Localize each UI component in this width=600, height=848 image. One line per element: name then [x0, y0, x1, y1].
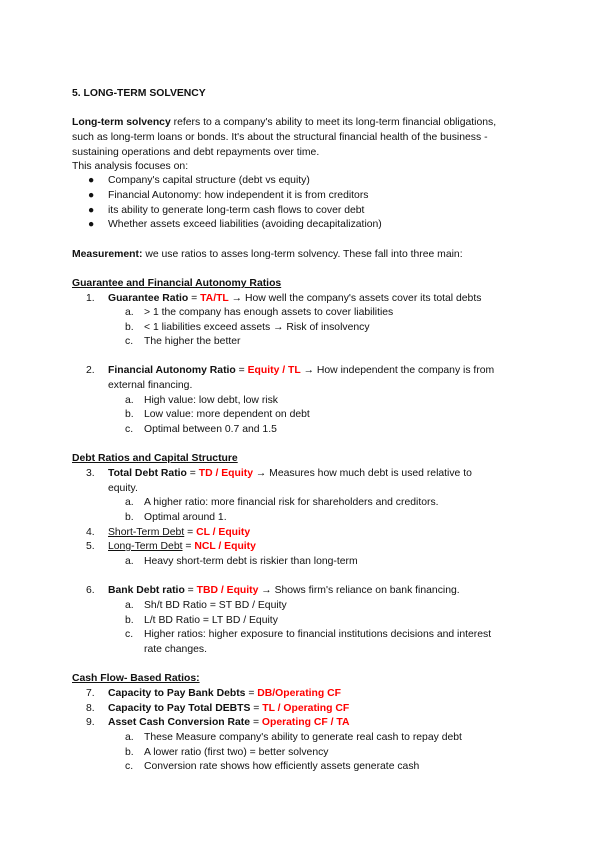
sub-item-continuation: rate changes. — [144, 644, 207, 655]
sub-item: The higher the better — [144, 336, 241, 347]
intro-focus: This analysis focuses on: — [72, 161, 189, 172]
item-guarantee-ratio: Guarantee Ratio = TA/TL → How well the company's assets cover its total debts — [108, 293, 482, 304]
item-number: 3. — [86, 468, 95, 479]
sub-marker: a. — [125, 556, 134, 567]
sub-marker: a. — [125, 732, 134, 743]
sub-item: > 1 the company has enough assets to cover liabilities — [144, 307, 394, 318]
section-heading-debt: Debt Ratios and Capital Structure — [72, 453, 238, 464]
item-number: 6. — [86, 585, 95, 596]
sub-item: Optimal around 1. — [144, 512, 227, 523]
sub-item: Optimal between 0.7 and 1.5 — [144, 424, 277, 435]
item-number: 8. — [86, 703, 95, 714]
intro-bullet: ● Financial Autonomy: how independent it is from creditors — [88, 190, 369, 201]
bullet-dot: ● — [88, 190, 95, 201]
sub-marker: a. — [125, 307, 134, 318]
sub-item: L/t BD Ratio = LT BD / Equity — [144, 615, 278, 626]
sub-item: These Measure company's ability to generate real cash to repay debt — [144, 732, 462, 743]
item-capacity-bank-debts: Capacity to Pay Bank Debts = DB/Operating CF — [108, 688, 341, 699]
intro-line-1 — [72, 116, 496, 130]
section-heading-cashflow: Cash Flow- Based Ratios: — [72, 673, 200, 684]
bullet-dot: ● — [88, 175, 95, 186]
item-capacity-total-debts: Capacity to Pay Total DEBTS = TL / Operating CF — [108, 703, 350, 714]
sub-item: A lower ratio (first two) = better solvency — [144, 747, 329, 758]
measurement-line: Measurement: we use ratios to asses long-term solvency. These fall into three main: — [72, 249, 463, 260]
bullet-dot: ● — [88, 219, 95, 230]
sub-item: Conversion rate shows how efficiently assets generate cash — [144, 761, 420, 772]
item-continuation: equity. — [108, 483, 138, 494]
sub-marker: c. — [125, 336, 134, 347]
sub-marker: b. — [125, 409, 134, 420]
intro-text-1: refers to a company's ability to meet its long-term financial obligations, — [170, 117, 497, 128]
item-total-debt: Total Debt Ratio = TD / Equity → Measures how much debt is used relative to — [108, 468, 472, 479]
item-short-term-debt: Short-Term Debt = CL / Equity — [108, 527, 251, 538]
intro-bullet: ● its ability to generate long-term cash flows to cover debt — [88, 205, 365, 216]
intro-line-3: sustaining operations and debt repayments over time. — [72, 147, 320, 158]
intro-bullet: ● Company's capital structure (debt vs equity) — [88, 175, 310, 186]
intro-bullet: ● Whether assets exceed liabilities (avoiding decapitalization) — [88, 219, 382, 230]
intro-term: Long-term solvency — [72, 117, 171, 128]
sub-marker: a. — [125, 497, 134, 508]
sub-item: High value: low debt, low risk — [144, 395, 278, 406]
sub-item: Heavy short-term debt is riskier than long-term — [144, 556, 358, 567]
sub-marker: b. — [125, 747, 134, 758]
item-number: 4. — [86, 527, 95, 538]
sub-marker: a. — [125, 600, 134, 611]
item-bank-debt: Bank Debt ratio = TBD / Equity → Shows firm's reliance on bank financing. — [108, 585, 460, 596]
sub-marker: b. — [125, 512, 134, 523]
sub-marker: b. — [125, 615, 134, 626]
item-number: 5. — [86, 541, 95, 552]
item-asset-cash-conversion: Asset Cash Conversion Rate = Operating CF / TA — [108, 717, 350, 728]
sub-item: < 1 liabilities exceed assets → Risk of insolvency — [144, 322, 370, 333]
item-continuation: external financing. — [108, 380, 193, 391]
section-heading-guarantee: Guarantee and Financial Autonomy Ratios — [72, 278, 282, 289]
sub-item: A higher ratio: more financial risk for shareholders and creditors. — [144, 497, 439, 508]
intro-line-2: such as long-term loans or bonds. It's about the structural financial health of the business - — [72, 132, 488, 143]
sub-marker: a. — [125, 395, 134, 406]
item-number: 1. — [86, 293, 95, 304]
page-title: 5. LONG-TERM SOLVENCY — [72, 88, 206, 99]
item-number: 9. — [86, 717, 95, 728]
item-number: 7. — [86, 688, 95, 699]
sub-item: Sh/t BD Ratio = ST BD / Equity — [144, 600, 287, 611]
sub-item: Higher ratios: higher exposure to financial institutions decisions and interest — [144, 629, 492, 640]
sub-marker: c. — [125, 761, 134, 772]
bullet-dot: ● — [88, 205, 95, 216]
sub-marker: c. — [125, 629, 134, 640]
item-long-term-debt: Long-Term Debt = NCL / Equity — [108, 541, 256, 552]
sub-marker: b. — [125, 322, 134, 333]
item-number: 2. — [86, 365, 95, 376]
item-financial-autonomy: Financial Autonomy Ratio = Equity / TL → How independent the company is from — [108, 365, 495, 376]
sub-marker: c. — [125, 424, 134, 435]
sub-item: Low value: more dependent on debt — [144, 409, 310, 420]
